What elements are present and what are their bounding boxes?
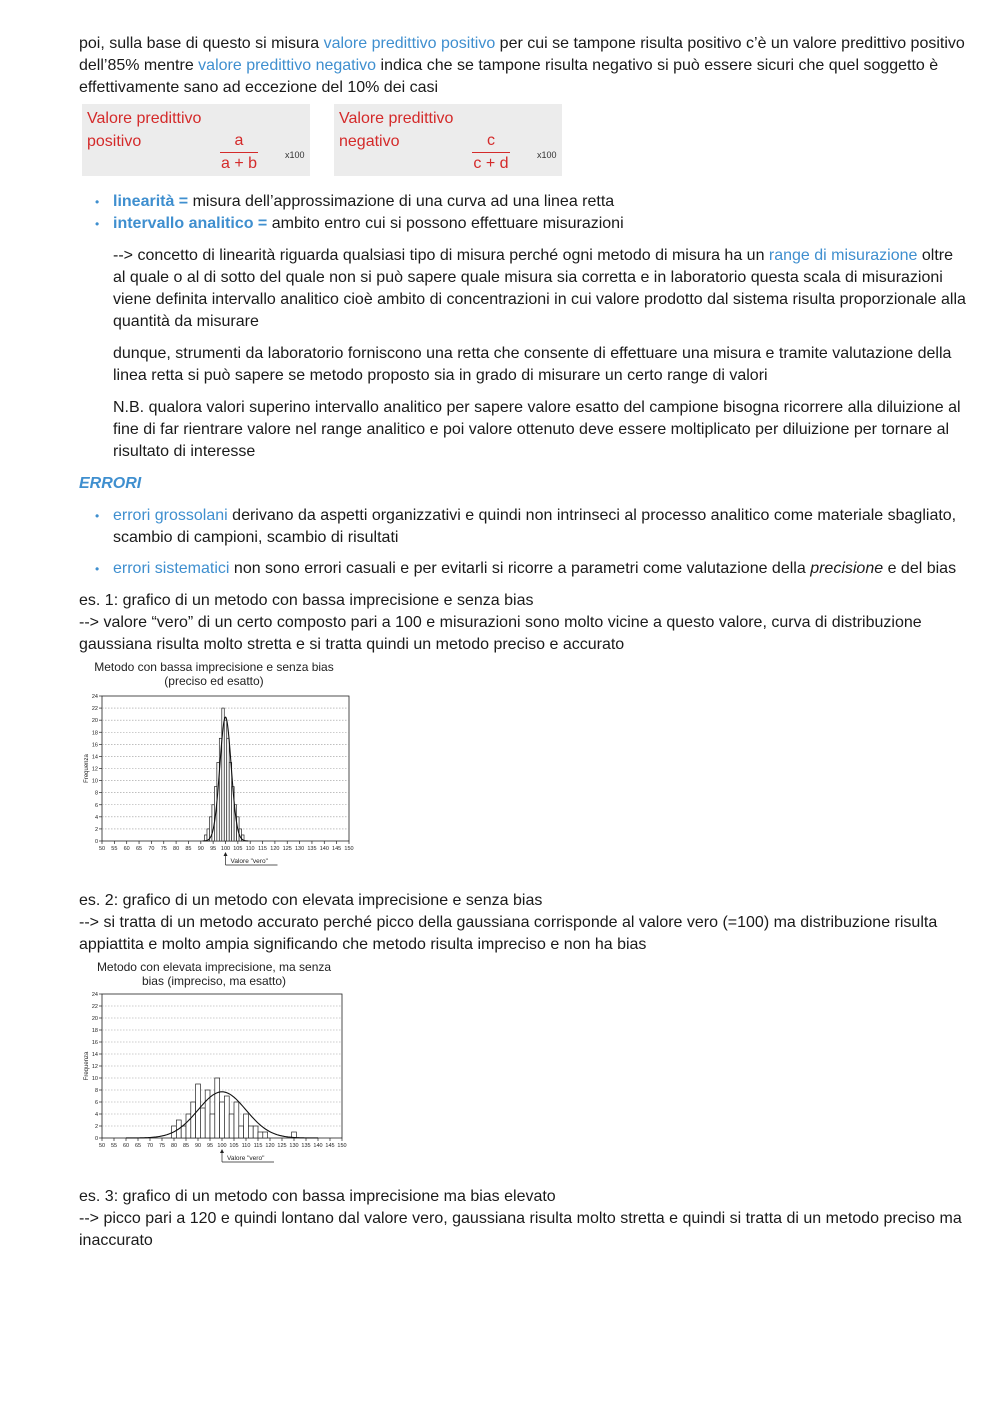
x-tick-label: 80	[173, 846, 180, 852]
true-value-label: Valore "vero"	[230, 858, 268, 865]
histogram-bar	[253, 1126, 258, 1138]
histogram-bar	[191, 1102, 196, 1138]
x-tick-label: 55	[111, 846, 118, 852]
histogram-bar	[224, 720, 226, 841]
chart-figure-2	[79, 960, 359, 1166]
y-tick-label: 8	[94, 1088, 98, 1094]
y-tick-label: 4	[94, 814, 98, 821]
y-tick-label: 10	[91, 778, 98, 785]
y-tick-label: 10	[91, 1076, 98, 1082]
formula-npv: Valore predittivo negativo $\frac{c}{c + d}$ x100	[334, 104, 562, 176]
x-tick-label: 70	[148, 846, 155, 852]
histogram-bar	[200, 1108, 205, 1138]
list-item: • errori grossolani derivano da aspetti organizzativi e quindi non intrinseci al processo analitico come materiale sbagliato, scambio di campioni, scambio di risultati	[95, 507, 957, 546]
x-tick-label: 105	[233, 846, 243, 852]
histogram-bar	[244, 1114, 249, 1138]
histogram-bar	[258, 1132, 263, 1138]
histogram-bar	[248, 1126, 253, 1138]
definitions-list	[79, 191, 969, 235]
histogram-bar	[224, 1096, 229, 1138]
x-tick-label: 135	[307, 846, 317, 852]
x-tick-label: 145	[332, 846, 342, 852]
x-tick-label: 75	[160, 846, 167, 852]
x-tick-label: 70	[146, 1143, 154, 1149]
example1-line1: es. 1: grafico di un metodo con bassa imprecisione e senza bias	[79, 592, 534, 609]
y-tick-label: 12	[91, 766, 98, 773]
bullet-icon: •	[95, 509, 100, 523]
x-tick-label: 140	[319, 846, 329, 852]
y-tick-label: 6	[94, 802, 98, 809]
fraction: $\frac{a}{a + b}$	[220, 132, 258, 172]
formula-row	[82, 104, 969, 176]
y-tick-label: 14	[91, 754, 98, 761]
x-tick-label: 120	[265, 1143, 275, 1149]
y-tick-label: 12	[91, 1064, 98, 1070]
y-tick-label: 16	[91, 1040, 98, 1046]
x-tick-label: 80	[170, 1143, 178, 1149]
y-tick-label: 16	[91, 742, 98, 749]
x-tick-label: 65	[134, 1143, 142, 1149]
histogram-bar	[234, 1102, 239, 1138]
x-tick-label: 90	[194, 1143, 202, 1149]
x-tick-label: 125	[282, 846, 292, 852]
x-tick-label: 150	[337, 1143, 347, 1149]
y-tick-label: 0	[94, 1136, 98, 1142]
document-page	[79, 33, 969, 1252]
y-tick-label: 20	[91, 1016, 98, 1022]
histogram-bar	[220, 1102, 225, 1138]
fraction: $\frac{c}{c + d}$	[473, 132, 509, 172]
chart-title: Metodo con elevata imprecisione, ma senza bias (impreciso, ma esatto)	[96, 960, 332, 988]
x-tick-label: 120	[270, 846, 280, 852]
example2-line1: es. 2: grafico di un metodo con elevata imprecisione e senza bias	[79, 892, 543, 909]
histogram-chart	[79, 688, 359, 870]
chart-figure-1	[79, 660, 359, 870]
list-item: • intervallo analitico = ambito entro cui si possono effettuare misurazioni	[79, 213, 969, 235]
example3-line2: --> picco pari a 120 e quindi lontano dal valore vero, gaussiana risulta molto stretta e quindi si tratta di un metodo preciso ma inaccurato	[79, 1210, 962, 1249]
histogram-bar	[227, 738, 229, 841]
histogram-bar	[196, 1084, 201, 1138]
arrow-head-icon	[224, 852, 228, 856]
list-item: • errori sistematici non sono errori casuali e per evitarli si ricorre a parametri come valutazione della precisione e del bias	[79, 558, 969, 580]
formula-ppv: Valore predittivo positivo $\frac{a}{a + b}$ x100	[82, 104, 310, 176]
histogram-bar	[181, 1126, 186, 1138]
bullet-icon: •	[95, 217, 100, 231]
x-tick-label: 105	[229, 1143, 239, 1149]
x-tick-label: 145	[325, 1143, 335, 1149]
y-axis-label: Frequenza	[84, 754, 90, 783]
histogram-bar	[210, 1114, 215, 1138]
bullet-icon: •	[95, 562, 100, 576]
true-value-label: Valore "vero"	[227, 1155, 265, 1162]
y-tick-label: 20	[91, 718, 98, 725]
x-tick-label: 100	[217, 1143, 227, 1149]
x-tick-label: 95	[206, 1143, 214, 1149]
x-tick-label: 60	[123, 846, 130, 852]
y-tick-label: 2	[94, 826, 98, 833]
y-tick-label: 14	[91, 1052, 98, 1058]
x-tick-label: 100	[220, 846, 231, 852]
histogram-bar	[215, 1078, 220, 1138]
x-tick-label: 50	[98, 846, 106, 852]
x-tick-label: 125	[277, 1143, 287, 1149]
x-tick-label: 90	[197, 846, 204, 852]
x-tick-label: 130	[289, 1143, 299, 1149]
x-tick-label: 110	[241, 1143, 251, 1149]
errors-list	[79, 505, 969, 580]
list-item: • linearità = misura dell’approssimazione di una curva ad una linea retta	[79, 191, 969, 213]
x-tick-label: 115	[253, 1143, 263, 1149]
arrow-head-icon	[220, 1149, 224, 1153]
x-tick-label: 130	[295, 846, 305, 852]
highlight-ppv: valore predittivo positivo	[323, 35, 496, 52]
y-tick-label: 24	[91, 694, 98, 700]
x-tick-label: 95	[210, 846, 217, 852]
instruments-paragraph: dunque, strumenti da laboratorio forniscono una retta che consente di effettuare una misura e tramite valutazione della linea retta si può sapere se metodo proposto sia in grado di misurare un certo range di valori	[113, 345, 952, 384]
y-tick-label: 4	[94, 1112, 98, 1118]
x-tick-label: 65	[135, 846, 143, 852]
x-tick-label: 85	[182, 1143, 190, 1149]
chart-title: Metodo con bassa imprecisione e senza bias (preciso ed esatto)	[94, 660, 334, 688]
x-tick-label: 140	[313, 1143, 323, 1149]
x-tick-label: 60	[122, 1143, 130, 1149]
histogram-bar	[186, 1114, 191, 1138]
y-tick-label: 18	[91, 730, 98, 737]
example2-line2: --> si tratta di un metodo accurato perché picco della gaussiana corrisponde al valore vero (=100) ma distribuzione risulta appiattita e molto ampia significando che metodo risulta impreciso e non ha bias	[79, 914, 938, 953]
y-tick-label: 8	[94, 790, 98, 797]
linearity-paragraph: --> concetto di linearità riguarda qualsiasi tipo di misura perché ogni metodo di misura ha un range di misurazione oltre al quale o al di sotto del quale non si può sapere quale misura sia corretta e in laboratorio questa scala di misurazioni viene definita intervallo analitico cioè ambito di concentrazioni in cui valore prodotto dal sistema risulta proporzionale alla quantità da misurare	[113, 247, 966, 330]
y-tick-label: 22	[91, 1004, 98, 1010]
histogram-bar	[229, 1114, 234, 1138]
x-tick-label: 150	[344, 846, 354, 852]
x-tick-label: 55	[110, 1143, 118, 1149]
x-tick-label: 50	[98, 1143, 106, 1149]
y-tick-label: 24	[91, 992, 98, 998]
nb-paragraph: N.B. qualora valori superino intervallo analitico per sapere valore esatto del campione bisogna ricorrere alla diluizione al fine di far rientrare valore nel range analitico e poi valore ottenuto deve essere moltiplicato per diluizione per tornare al risultato di interesse	[113, 399, 961, 460]
highlight-npv: valore predittivo negativo	[198, 57, 377, 74]
y-axis-label: Frequenza	[84, 1051, 90, 1081]
x-tick-label: 135	[301, 1143, 311, 1149]
histogram-chart	[79, 988, 359, 1166]
x-tick-label: 115	[258, 846, 267, 852]
y-tick-label: 6	[94, 1100, 98, 1106]
example3-line1: es. 3: grafico di un metodo con bassa imprecisione ma bias elevato	[79, 1188, 556, 1205]
x-tick-label: 75	[158, 1143, 166, 1149]
bullet-icon: •	[95, 195, 100, 209]
errors-heading: ERRORI	[79, 475, 142, 492]
y-tick-label: 0	[94, 839, 98, 845]
histogram-bar	[263, 1132, 268, 1138]
x-tick-label: 110	[245, 846, 255, 852]
x-tick-label: 85	[185, 846, 192, 852]
y-tick-label: 2	[94, 1124, 98, 1130]
y-tick-label: 22	[91, 706, 98, 713]
y-tick-label: 18	[91, 1028, 98, 1034]
intro-paragraph: poi, sulla base di questo si misura valore predittivo positivo per cui se tampone risulta positivo c’è un valore predittivo positivo dell’85% mentre valore predittivo negativo indica che se tampone risulta negativo si può essere sicuri che quel soggetto è effettivamente sano ad eccezione del 10% dei casi	[79, 35, 965, 96]
example1-line2: --> valore “vero” di un certo composto pari a 100 e misurazioni sono molto vicine a questo valore, curva di distribuzione gaussiana risulta molto stretta e si tratta quindi un metodo preciso e accurato	[79, 614, 922, 653]
histogram-bar	[239, 1126, 244, 1138]
